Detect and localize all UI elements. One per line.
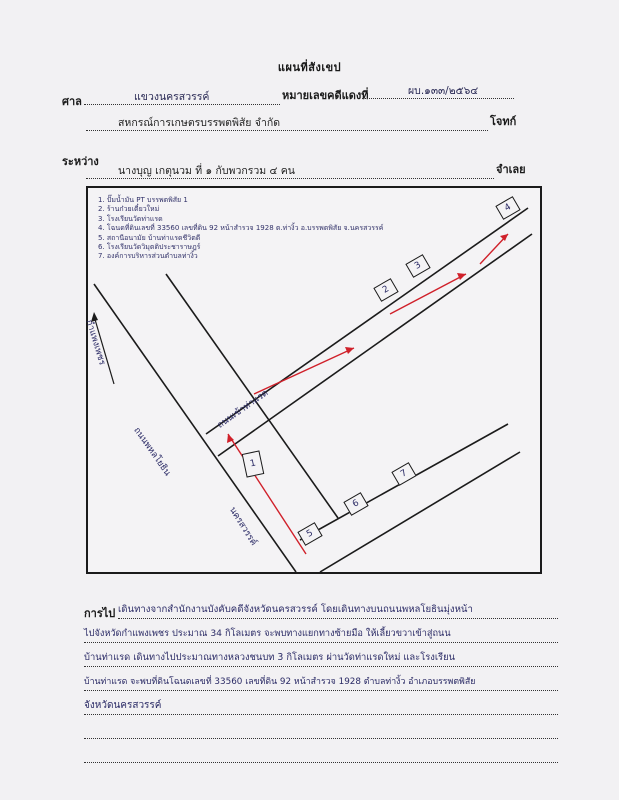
route-text-line: เดินทางจากสำนักงานบังคับคดีจังหวัดนครสวรรค์ โดยเดินทางบนถนนพหลโยธินมุ่งหน้า <box>118 604 473 615</box>
marker-2: 2 <box>373 278 398 302</box>
route-dotline-3 <box>84 666 558 667</box>
route-dotline-7 <box>84 762 558 763</box>
plaintiff-name: สหกรณ์การเกษตรบรรพตพิสัย จำกัด <box>118 117 281 129</box>
marker-4: 4 <box>495 196 520 220</box>
legend-item: 3. โรงเรียนวัดท่าแรด <box>98 214 163 223</box>
legend-item: 6. โรงเรียนวัดวิมุตติประชาราษฎร์ <box>98 243 201 252</box>
route-branch-arrowhead-3 <box>500 234 508 241</box>
legend-item: 5. สถานีอนามัย บ้านท่าแรดชีวิตดี <box>98 233 201 242</box>
court-value: แขวงนครสวรรค์ <box>134 91 210 103</box>
direction-bottom-label: นครสวรรค์ <box>226 505 259 548</box>
legend-item: 4. โฉนดที่ดินเลขที่ 33560 เลขที่ดิน 92 หน้าสำรวจ 1928 ต.ท่างิ้ว อ.บรรพตพิสัย จ.นครสวรรค์ <box>98 224 384 233</box>
plaintiff-suffix: โจทก์ <box>490 115 517 128</box>
case-no-label: หมายเลขคดีแดงที่ <box>282 89 369 102</box>
marker-7: 7 <box>391 462 416 486</box>
case-no-value: ผบ.๑๓๓/๒๕๖๔ <box>408 85 479 97</box>
defendant-name: นางบุญ เกตุนวม ที่ ๑ กับพวกรวม ๔ คน <box>118 165 295 177</box>
sketch-map <box>83 186 542 574</box>
legend-item: 1. ปั๊มน้ำมัน PT บรรพตพิสัย 1 <box>98 196 188 204</box>
marker-3: 3 <box>405 254 430 278</box>
direction-top-label: กำแพงเพชร <box>83 318 107 367</box>
defendant-suffix: จำเลย <box>496 163 526 176</box>
court-label: ศาล <box>62 95 82 108</box>
route-dotline-4 <box>84 690 558 691</box>
route-text-line: จังหวัดนครสวรรค์ <box>84 700 162 711</box>
road-branch-label: ถนนเข้าท่าแรด <box>215 388 271 431</box>
map-legend <box>98 196 383 262</box>
route-text-line: ไปจังหวัดกำแพงเพชร ประมาณ 34 กิโลเมตร จะพบทางแยกทางซ้ายมือ ให้เลี้ยวขวาเข้าสู่ถนน <box>84 628 451 639</box>
route-dotline-1 <box>118 618 558 619</box>
route-dotline-2 <box>84 642 558 643</box>
between-label: ระหว่าง <box>62 155 99 168</box>
route-text-line: บ้านท่าแรด เดินทางไปประมาณทางหลวงชนบท 3 กิโลเมตร ผ่านวัดท่าแรดใหม่ และโรงเรียน <box>84 652 455 663</box>
legend-item: 2. ร้านก๋วยเตี๋ยวใหม่ <box>98 205 160 214</box>
road-main-label: ถนนพหลโยธิน <box>131 425 173 479</box>
marker-5: 5 <box>297 522 322 546</box>
route-label: การไป <box>84 607 116 620</box>
route-branch-arrowhead-2 <box>457 273 466 280</box>
route-dotline-5 <box>84 714 558 715</box>
route-main-arrow <box>228 434 306 554</box>
road-branch-edge-bottom <box>218 234 532 456</box>
route-dotline-6 <box>84 738 558 739</box>
marker-6: 6 <box>343 492 368 516</box>
page-title: แผนที่สังเขป <box>277 61 342 74</box>
road-main-edge-left <box>94 284 296 572</box>
route-branch-arrowhead-1 <box>345 347 354 354</box>
legend-item: 7. องค์การบริหารส่วนตำบลท่างิ้ว <box>98 252 198 261</box>
route-text-line: บ้านท่าแรด จะพบที่ดินโฉนดเลขที่ 33560 เลขที่ดิน 92 หน้าสำรวจ 1928 ตำบลท่างิ้ว อำเภอบรรพตพิสัย <box>84 677 476 687</box>
marker-1: 1 <box>242 450 265 477</box>
